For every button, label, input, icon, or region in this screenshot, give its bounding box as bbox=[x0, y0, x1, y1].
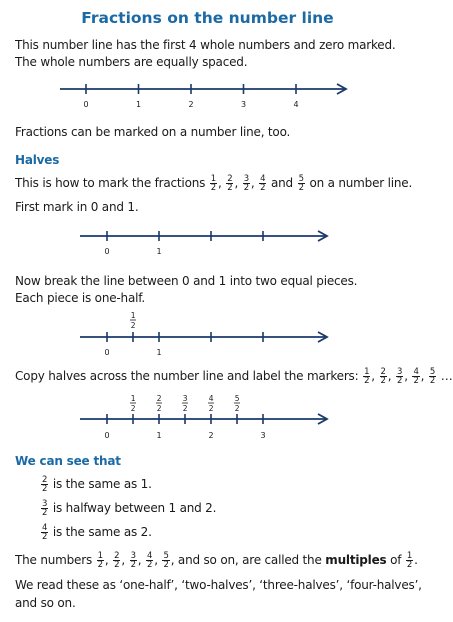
comma: , bbox=[234, 176, 242, 190]
fraction-numerator: 3 bbox=[42, 499, 48, 509]
fraction-numerator: 5 bbox=[163, 551, 169, 561]
fraction-denominator: 2 bbox=[364, 376, 370, 386]
tick-label: 0 bbox=[104, 431, 110, 440]
fraction-denominator: 2 bbox=[208, 404, 214, 413]
fraction-4-2 bbox=[412, 368, 419, 385]
fraction-numerator: 4 bbox=[42, 523, 48, 533]
tick-label: 2 bbox=[188, 100, 194, 109]
fraction-5-2 bbox=[429, 368, 436, 385]
copy-fraction-list bbox=[362, 367, 437, 386]
halves-fraction-list bbox=[209, 174, 306, 193]
fact-text: is the same as 2. bbox=[49, 525, 152, 539]
tick-label: 2 bbox=[208, 431, 214, 440]
fraction-numerator: 2 bbox=[227, 174, 233, 184]
summary-line-1 bbox=[15, 552, 418, 569]
fraction-denominator: 2 bbox=[130, 404, 136, 413]
fraction-numerator: 5 bbox=[298, 174, 304, 184]
fact-item bbox=[40, 476, 152, 493]
number-line-whole bbox=[55, 80, 355, 116]
fact-item bbox=[40, 524, 152, 541]
fraction-denominator: 2 bbox=[42, 508, 48, 518]
tick-label: 1 bbox=[156, 348, 162, 357]
fraction-denominator: 2 bbox=[163, 560, 169, 570]
fact-text: is halfway between 1 and 2. bbox=[49, 501, 217, 515]
intro-line-1: This number line has the first 4 whole numbers and zero marked. bbox=[15, 38, 396, 52]
fraction-5-2 bbox=[162, 552, 169, 569]
fraction-numerator: 4 bbox=[413, 367, 419, 377]
intro-line-2: The whole numbers are equally spaced. bbox=[15, 55, 248, 69]
halves-text bbox=[15, 175, 412, 192]
fraction-2-2 bbox=[113, 552, 120, 569]
summary-middle: , and so on, are called the bbox=[170, 553, 322, 567]
fraction-4-2 bbox=[41, 524, 48, 541]
see-heading: We can see that bbox=[15, 454, 121, 468]
fraction-3-2 bbox=[396, 368, 403, 385]
fraction-denominator: 2 bbox=[42, 532, 48, 542]
fraction-denominator: 2 bbox=[156, 404, 162, 413]
number-line-zero-one bbox=[78, 227, 338, 257]
tick-label: 0 bbox=[104, 247, 110, 256]
comma: , bbox=[104, 553, 113, 567]
fact-item bbox=[40, 500, 216, 517]
fraction-numerator: 1 bbox=[130, 394, 136, 403]
fraction-denominator: 2 bbox=[396, 376, 403, 386]
fraction-denominator: 2 bbox=[227, 183, 233, 193]
fraction-numerator: 3 bbox=[130, 551, 136, 561]
tick-label: 4 bbox=[293, 100, 299, 109]
fraction-denominator: 2 bbox=[130, 321, 136, 330]
halves-text-prefix: This is how to mark the fractions bbox=[15, 176, 206, 190]
fraction-denominator: 2 bbox=[243, 183, 249, 193]
fraction-numerator: 3 bbox=[243, 174, 249, 184]
fraction-denominator: 2 bbox=[97, 560, 103, 570]
summary-fraction-list bbox=[96, 551, 171, 570]
summary-of: of bbox=[390, 553, 402, 567]
comma: , bbox=[137, 553, 146, 567]
tick-label: 1 bbox=[156, 247, 162, 256]
comma: , bbox=[121, 553, 129, 567]
copy-text bbox=[15, 368, 453, 385]
fraction-numerator: 1 bbox=[130, 311, 136, 320]
comma: , bbox=[218, 176, 226, 190]
summary-line-2: We read these as ‘one-half’, ‘two-halves’, ‘three-halves’, ‘four-halves’, bbox=[15, 578, 422, 592]
fraction-numerator: 2 bbox=[380, 367, 386, 377]
tick-label: 1 bbox=[156, 431, 162, 440]
fraction-denominator: 2 bbox=[114, 560, 120, 570]
fraction-numerator: 5 bbox=[429, 367, 436, 377]
fraction-3-2 bbox=[130, 552, 137, 569]
fractions-intro: Fractions can be marked on a number line, too. bbox=[15, 125, 291, 139]
fraction-numerator: 3 bbox=[396, 367, 403, 377]
fraction-numerator: 1 bbox=[210, 174, 217, 184]
fraction-denominator: 2 bbox=[298, 183, 304, 193]
fraction-numerator: 3 bbox=[182, 394, 188, 403]
tick-label: 0 bbox=[104, 348, 110, 357]
copy-text-ellipsis: … bbox=[440, 369, 453, 383]
summary-line-3: and so on. bbox=[15, 596, 76, 610]
fraction-numerator: 2 bbox=[42, 475, 48, 485]
fraction-numerator: 4 bbox=[208, 394, 214, 403]
tick-label: 3 bbox=[260, 431, 266, 440]
comma: , bbox=[154, 553, 162, 567]
summary-of-fraction bbox=[405, 551, 414, 570]
fraction-denominator: 2 bbox=[234, 404, 240, 413]
fact-text: is the same as 1. bbox=[49, 477, 152, 491]
fraction-denominator: 2 bbox=[380, 376, 386, 386]
fraction-2-2 bbox=[380, 368, 387, 385]
fraction-3-2 bbox=[41, 500, 48, 517]
fraction-numerator: 1 bbox=[364, 367, 370, 377]
fraction-denominator: 2 bbox=[42, 484, 48, 494]
comma: , bbox=[250, 176, 259, 190]
fraction-numerator: 4 bbox=[147, 551, 153, 561]
fraction-denominator: 2 bbox=[210, 183, 217, 193]
tick-label: 3 bbox=[241, 100, 246, 109]
fraction-numerator: 1 bbox=[406, 551, 413, 561]
fraction-1-2 bbox=[97, 552, 104, 569]
comma: , bbox=[404, 369, 412, 383]
fraction-denominator: 2 bbox=[130, 560, 136, 570]
fraction-1-2 bbox=[210, 175, 217, 192]
first-mark-text: First mark in 0 and 1. bbox=[15, 200, 139, 214]
summary-period: . bbox=[414, 553, 418, 567]
and-word: and bbox=[267, 176, 297, 190]
fraction-5-2 bbox=[298, 175, 305, 192]
break-text-line-2: Each piece is one-half. bbox=[15, 291, 146, 305]
fraction-denominator: 2 bbox=[260, 183, 266, 193]
fraction-2-2 bbox=[226, 175, 233, 192]
fraction-denominator: 2 bbox=[413, 376, 419, 386]
fraction-numerator: 2 bbox=[156, 394, 162, 403]
fraction-denominator: 2 bbox=[429, 376, 436, 386]
fraction-1-2 bbox=[406, 552, 413, 569]
comma: , bbox=[420, 369, 428, 383]
tick-label: 0 bbox=[83, 100, 89, 109]
number-line-halves bbox=[78, 392, 338, 442]
number-line-half bbox=[78, 308, 338, 360]
fraction-4-2 bbox=[146, 552, 153, 569]
fraction-numerator: 1 bbox=[97, 551, 103, 561]
fraction-denominator: 2 bbox=[406, 560, 413, 570]
fraction-denominator: 2 bbox=[147, 560, 153, 570]
halves-text-suffix: on a number line. bbox=[309, 176, 413, 190]
copy-text-prefix: Copy halves across the number line and label the markers: bbox=[15, 369, 359, 383]
comma: , bbox=[371, 369, 379, 383]
fraction-2-2 bbox=[41, 476, 48, 493]
fraction-4-2 bbox=[259, 175, 266, 192]
fraction-numerator: 2 bbox=[114, 551, 120, 561]
summary-prefix: The numbers bbox=[15, 553, 93, 567]
fraction-denominator: 2 bbox=[182, 404, 188, 413]
halves-heading: Halves bbox=[15, 153, 60, 167]
break-text-line-1: Now break the line between 0 and 1 into two equal pieces. bbox=[15, 274, 358, 288]
tick-label: 1 bbox=[136, 100, 141, 109]
page-title: Fractions on the number line bbox=[81, 9, 334, 27]
summary-bold: multiples bbox=[325, 553, 387, 567]
comma: , bbox=[387, 369, 395, 383]
fraction-numerator: 5 bbox=[234, 394, 240, 403]
fraction-3-2 bbox=[243, 175, 250, 192]
fraction-numerator: 4 bbox=[260, 174, 266, 184]
fraction-1-2 bbox=[363, 368, 370, 385]
